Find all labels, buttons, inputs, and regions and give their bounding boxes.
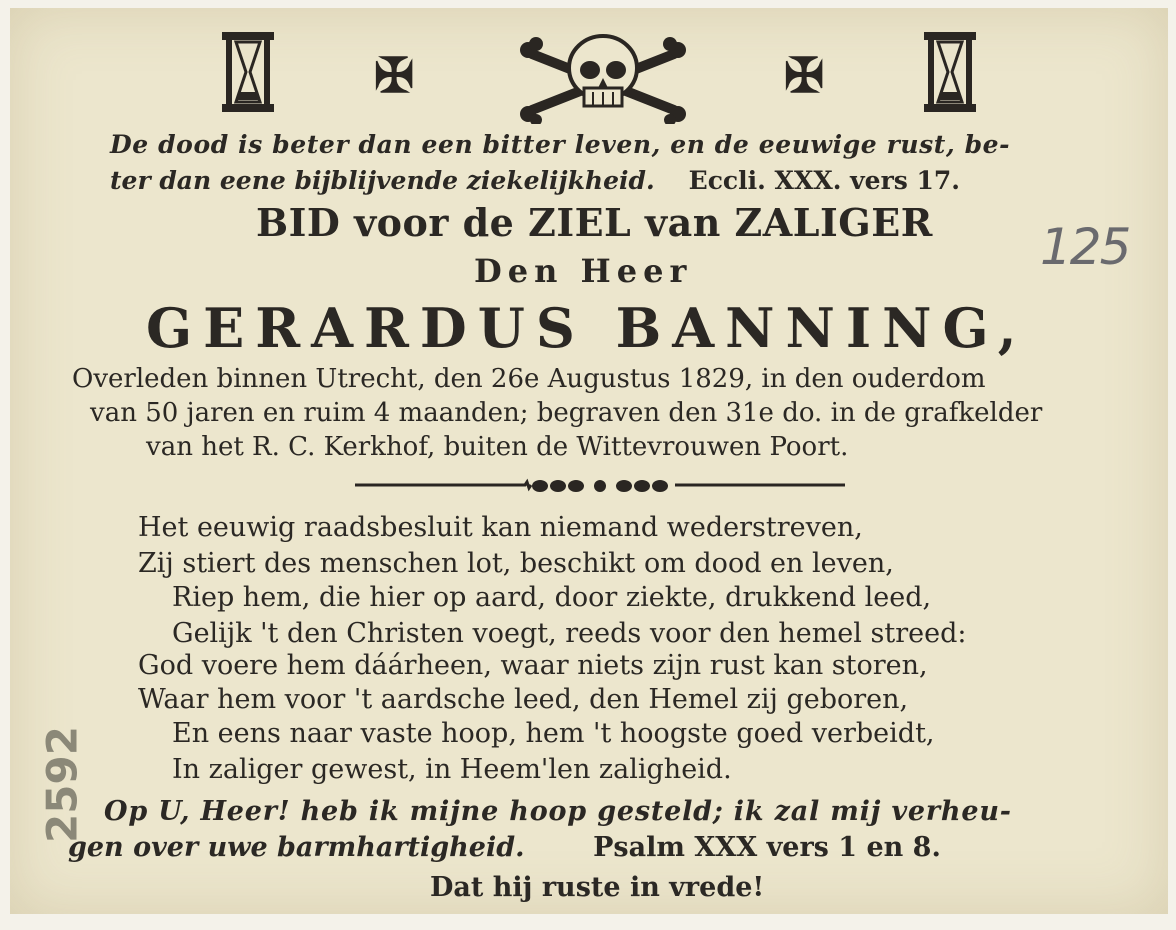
poem-line: Gelijk 't den Christen voegt, reeds voor den hemel streed:: [172, 618, 967, 649]
hourglass-icon: [220, 30, 276, 114]
prayer-heading: BID voor de ZIEL van ZALIGER: [256, 200, 933, 245]
skull-crossbones-icon: [518, 30, 688, 124]
poem-line: En eens naar vaste hoop, hem 't hoogste goed verbeidt,: [172, 718, 935, 749]
poem-line: Het eeuwig raadsbesluit kan niemand wederstreven,: [138, 512, 863, 543]
motto-line-1: De dood is beter dan een bitter leven, en de eeuwige rust, be-: [110, 130, 1011, 159]
details-line-1: Overleden binnen Utrecht, den 26e Augustus 1829, in den ouderdom: [72, 364, 986, 394]
psalm-line-1: Op U, Heer! heb ik mijne hoop gesteld; ik zal mij verheu-: [104, 796, 1012, 827]
title-line: Den Heer: [474, 252, 693, 290]
poem-line: Riep hem, die hier op aard, door ziekte, drukkend leed,: [172, 582, 932, 613]
ornamental-divider-icon: [355, 474, 845, 498]
details-line-2: van 50 jaren en ruim 4 maanden; begraven den 31e do. in de grafkelder: [90, 398, 1043, 428]
closing-line: Dat hij ruste in vrede!: [430, 872, 765, 903]
psalm-line-2-text: gen over uwe barmhartigheid.: [68, 832, 525, 863]
deceased-name: GERARDUS BANNING,: [146, 296, 1028, 360]
poem-line: Zij stiert des menschen lot, beschikt om dood en leven,: [138, 548, 894, 579]
poem-line: In zaliger gewest, in Heem'len zaligheid.: [172, 754, 732, 785]
poem-line: God voere hem dáárheen, waar niets zijn rust kan storen,: [138, 650, 928, 681]
pencil-number: 125: [1040, 218, 1130, 276]
cross-pattee-icon: ✠: [784, 48, 825, 104]
collection-stamp-number: 2592: [37, 726, 87, 843]
hourglass-icon: [922, 30, 978, 114]
details-line-3: van het R. C. Kerkhof, buiten de Wittevrouwen Poort.: [146, 432, 849, 462]
motto-line-2: [110, 166, 960, 195]
motto-line-2-text: ter dan eene bijblijvende ziekelijkheid.: [110, 166, 655, 195]
psalm-line-2: [68, 832, 941, 863]
psalm-citation: Psalm XXX vers 1 en 8.: [593, 832, 941, 863]
poem-line: Waar hem voor 't aardsche leed, den Hemel zij geboren,: [138, 684, 909, 715]
cross-pattee-icon: ✠: [374, 48, 415, 104]
motto-citation: Eccli. XXX. vers 17.: [688, 166, 961, 195]
